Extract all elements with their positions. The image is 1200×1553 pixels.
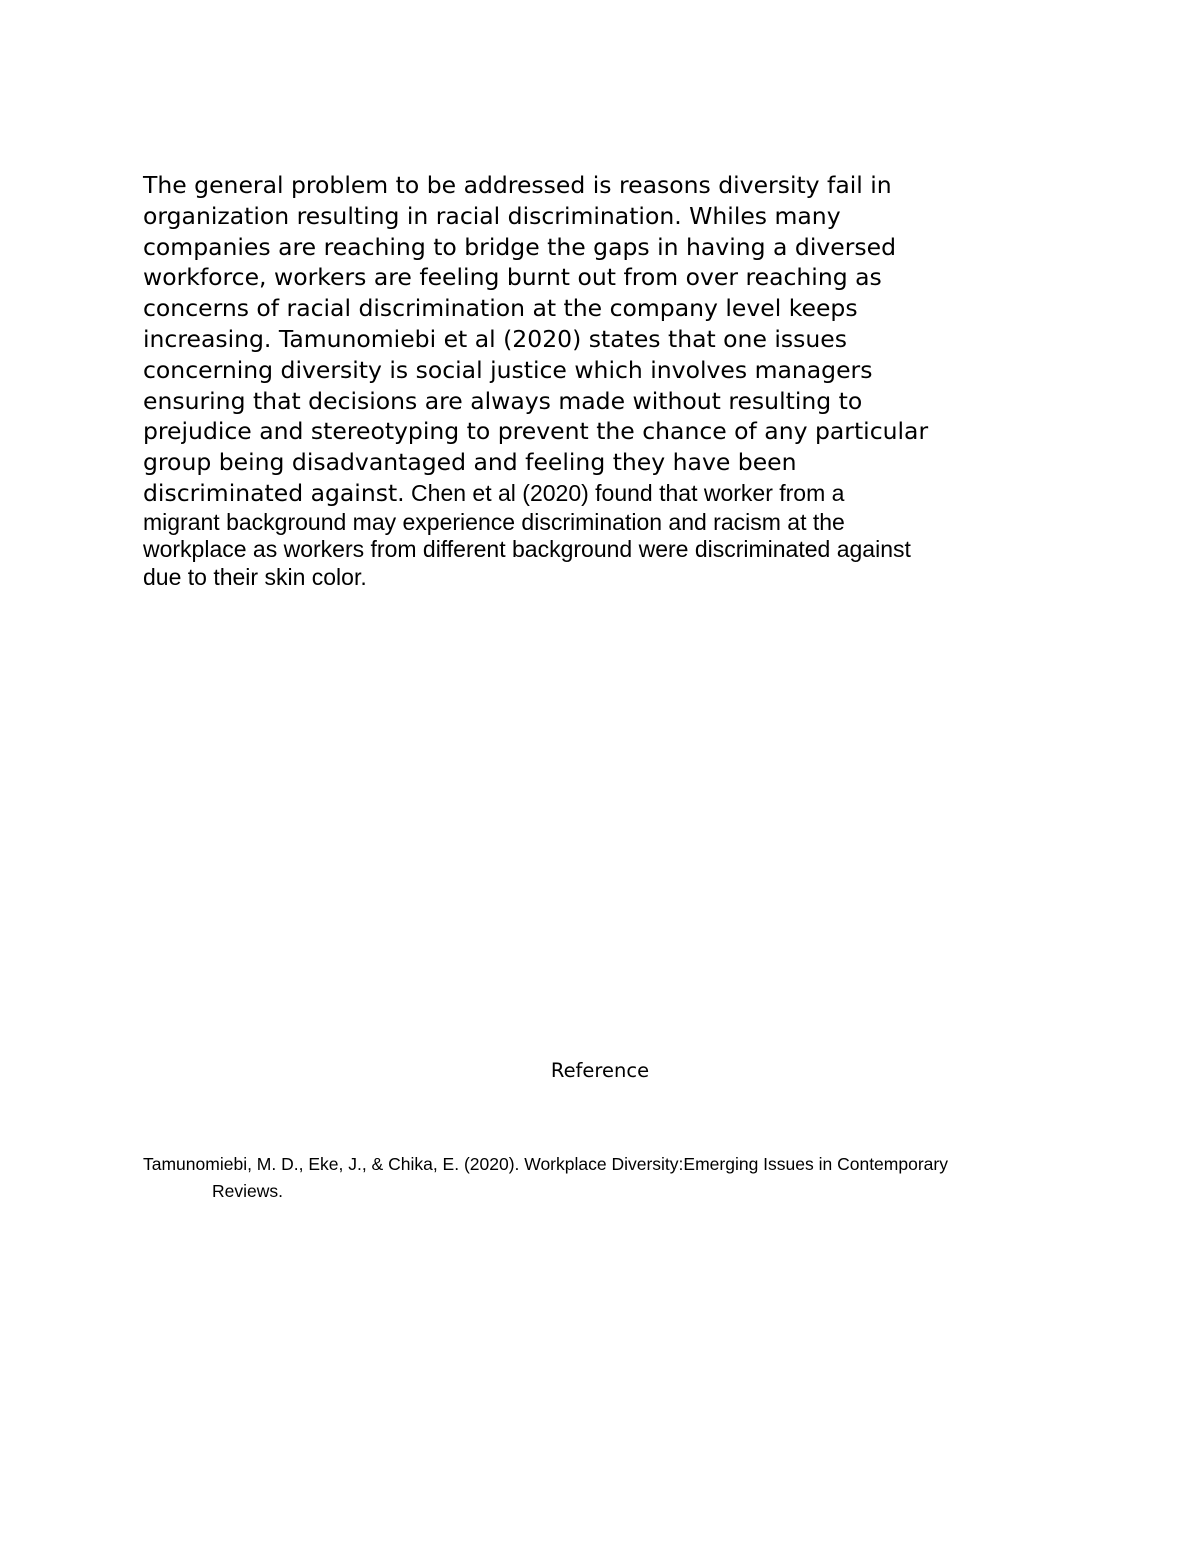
paragraph-line: group being disadvantaged and feeling they have been [143, 448, 797, 477]
paragraph-line: concerning diversity is social justice which involves managers [143, 355, 873, 384]
reference-entry-line-indented: Reviews. [212, 1181, 283, 1201]
paragraph-line-start: discriminated against. [143, 478, 405, 507]
reference-entry [143, 1151, 1103, 1205]
reference-heading: Reference [550, 1059, 650, 1082]
paragraph-line: increasing. Tamunomiebi et al (2020) states that one issues [143, 324, 847, 353]
paragraph-line: companies are reaching to bridge the gaps in having a diversed [143, 232, 896, 261]
paragraph-line: prejudice and stereotyping to prevent the chance of any particular [143, 417, 929, 446]
reference-entry-line: Tamunomiebi, M. D., Eke, J., & Chika, E. (2020). Workplace Diversity:Emerging Issues in Contemporary [143, 1154, 948, 1174]
paragraph-line: The general problem to be addressed is reasons diversity fail in [143, 171, 892, 199]
paragraph-line: workforce, workers are feeling burnt out from over reaching as [143, 263, 882, 292]
paragraph-line: workplace as workers from different background were discriminated against [143, 536, 911, 563]
paragraph-line-end: Chen et al (2020) found that worker from a [404, 479, 845, 506]
paragraph-mixed-line [143, 478, 1063, 509]
paragraph-line: due to their skin color. [143, 563, 367, 590]
paragraph-line: ensuring that decisions are always made without resulting to [143, 386, 863, 415]
paragraph-line: migrant background may experience discrimination and racism at the [143, 508, 845, 535]
paragraph-line: concerns of racial discrimination at the company level keeps [143, 294, 858, 323]
problem-statement-paragraph [143, 170, 1063, 591]
paragraph-line: organization resulting in racial discrimination. Whiles many [143, 201, 841, 230]
